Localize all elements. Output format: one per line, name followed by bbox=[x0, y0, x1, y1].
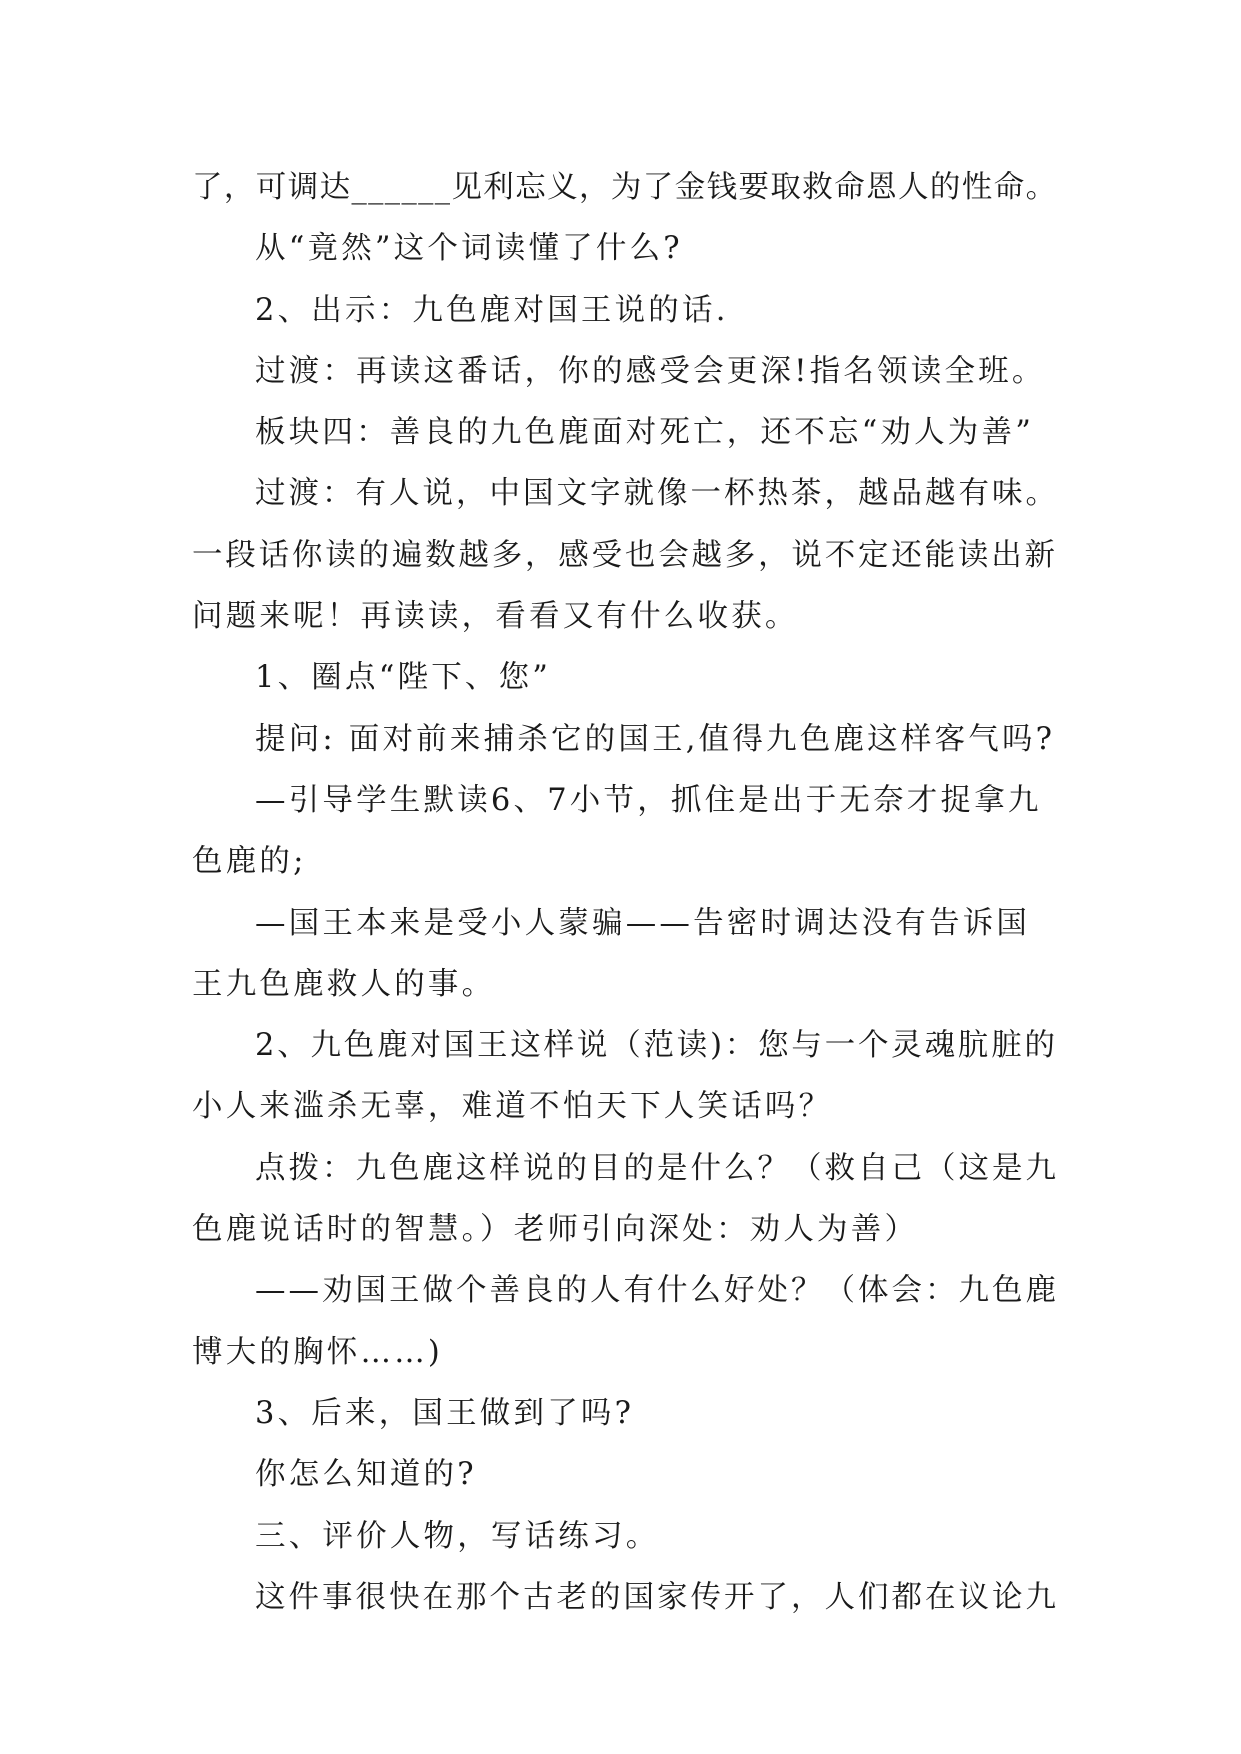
text-line: 一段话你读的遍数越多，感受也会越多，说不定还能读出新 bbox=[192, 537, 1058, 573]
text-line: 2、九色鹿对国王这样说（范读)：您与一个灵魂肮脏的 bbox=[255, 1028, 1058, 1064]
text-line: 过渡：有人说，中国文字就像一杯热茶，越品越有味。 bbox=[255, 476, 1059, 512]
text-line: 博大的胸怀……) bbox=[192, 1334, 443, 1370]
text-line: 这件事很快在那个古老的国家传开了，人们都在议论九 bbox=[255, 1579, 1059, 1615]
section-heading: 三、评价人物，写话练习。 bbox=[255, 1518, 660, 1554]
text-line: 你怎么知道的? bbox=[255, 1457, 477, 1493]
text-line: 小人来滥杀无辜，难道不怕天下人笑话吗？ bbox=[192, 1089, 833, 1125]
document-body bbox=[192, 157, 1062, 1628]
text-line: 从“竟然”这个词读懂了什么? bbox=[255, 231, 683, 267]
text-line: 色鹿说话时的智慧。）老师引向深处：劝人为善） bbox=[192, 1212, 919, 1248]
text-line: 过渡：再读这番话，你的感受会更深!指名领读全班。 bbox=[255, 353, 1046, 389]
text-line: —引导学生默读6、7小节，抓住是出于无奈才捉拿九 bbox=[255, 782, 1042, 818]
text-line: 提问: 面对前来捕杀它的国王,值得九色鹿这样客气吗? bbox=[255, 721, 1056, 757]
text-line: ——劝国王做个善良的人有什么好处？（体会：九色鹿 bbox=[255, 1273, 1059, 1309]
section-heading: 板块四：善良的九色鹿面对死亡，还不忘“劝人为善” bbox=[255, 415, 1034, 451]
text-line: 问题来呢！再读读，看看又有什么收获。 bbox=[192, 599, 799, 635]
text-line: 2、出示：九色鹿对国王说的话. bbox=[255, 292, 729, 328]
text-line: 王九色鹿救人的事。 bbox=[192, 966, 496, 1002]
text-line: 了，可调达______见利忘义，为了金钱要取救命恩人的性命。 bbox=[192, 170, 1058, 205]
text-line: 1、圈点“陛下、您” bbox=[255, 660, 552, 696]
text-line: 色鹿的; bbox=[192, 844, 307, 880]
text-line: 点拨：九色鹿这样说的目的是什么？（救自己（这是九 bbox=[255, 1150, 1059, 1186]
text-line: 3、后来，国王做到了吗? bbox=[255, 1395, 635, 1431]
text-line: —国王本来是受小人蒙骗——告密时调达没有告诉国 bbox=[255, 905, 1031, 941]
